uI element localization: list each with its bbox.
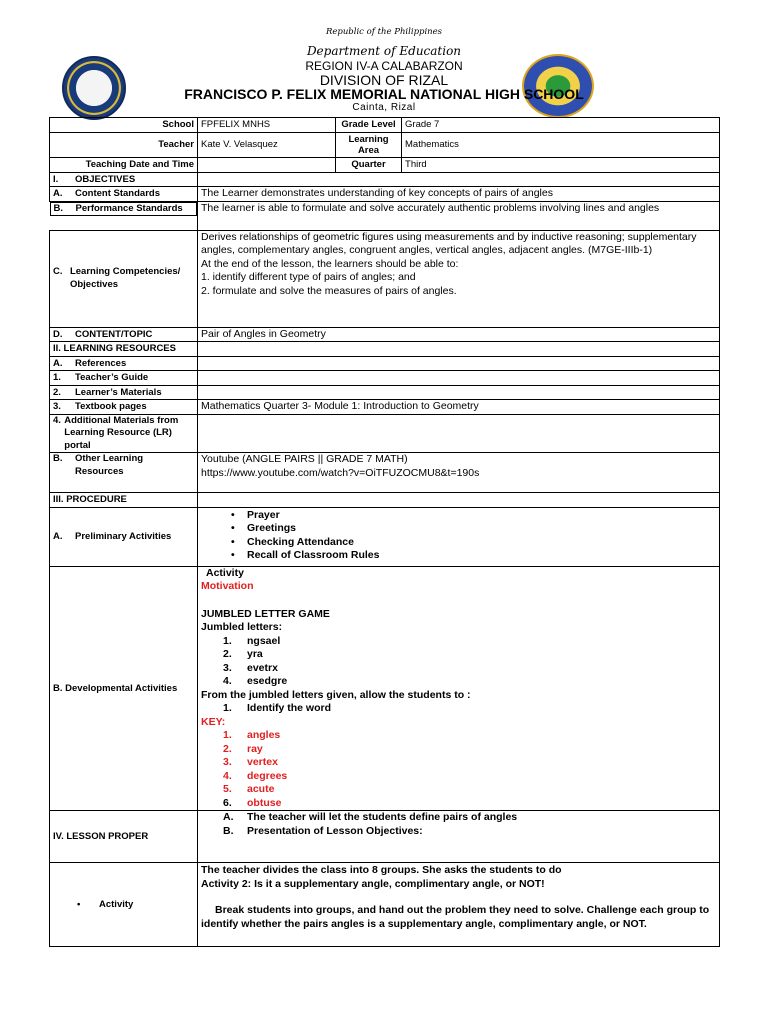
objectives-number: I. <box>53 173 59 185</box>
key-item: 5. acute <box>223 783 275 795</box>
jumbled-item: 4. esedgre <box>223 675 288 687</box>
header-region: REGION IV-A CALABARZON <box>305 59 463 73</box>
objectives-heading: OBJECTIVES <box>75 173 136 185</box>
learning-area-label: Learning Area <box>336 133 402 158</box>
references-row <box>50 356 720 371</box>
textbook-pages-value: Mathematics Quarter 3- Module 1: Introduction to Geometry <box>198 400 720 415</box>
content-standards-number: A. <box>53 188 63 199</box>
procedure-heading: III. PROCEDURE <box>50 493 198 508</box>
developmental-activities-row <box>50 566 720 811</box>
youtube-resource-link[interactable]: https://www.youtube.com/watch?v=OiTFUZOCMU8&t=190s <box>201 466 480 479</box>
key-item: 4. degrees <box>223 769 288 782</box>
jumbled-letters-list <box>201 635 716 689</box>
quarter-label: Quarter <box>336 158 402 173</box>
procedure-heading-row <box>50 493 720 508</box>
lesson-item: A. The teacher will let the students define pairs of angles <box>223 811 518 823</box>
info-row-date <box>50 158 720 173</box>
content-standards-label: Content Standards <box>75 188 160 199</box>
quarter-value: Third <box>402 158 720 173</box>
learners-materials-label: Learner’s Materials <box>75 386 162 398</box>
lesson-activity-line-2: Activity 2: Is it a supplementary angle, complimentary angle, or NOT! <box>201 877 545 890</box>
grade-level-label: Grade Level <box>336 118 402 133</box>
learning-resources-row <box>50 342 720 357</box>
preliminary-activities-list <box>201 509 716 563</box>
header-department: Department of Education <box>306 44 462 58</box>
competencies-row <box>50 230 720 327</box>
key-item: 6. obtuse <box>223 796 282 809</box>
performance-standards-value: The learner is able to formulate and solve accurately authentic problems involving lines and angles <box>198 201 720 230</box>
additional-materials-number: 4. <box>53 414 61 426</box>
objectives-heading-row <box>50 172 720 187</box>
content-topic-row <box>50 327 720 342</box>
jumbled-instruction: From the jumbled letters given, allow the students to : <box>201 688 471 701</box>
textbook-pages-row <box>50 400 720 415</box>
task-list <box>201 702 716 716</box>
preliminary-item: • Prayer <box>231 509 716 523</box>
lesson-proper-label: IV. LESSON PROPER <box>50 811 198 863</box>
info-row-school <box>50 118 720 133</box>
competency-objective-2: 2. formulate and solve the measures of pairs of angles. <box>201 284 457 297</box>
preliminary-item: • Checking Attendance <box>231 536 716 550</box>
key-item: 2. ray <box>223 742 263 755</box>
additional-materials-row <box>50 414 720 453</box>
content-topic-label: CONTENT/TOPIC <box>75 328 153 340</box>
jumbled-item: 3. evetrx <box>223 661 278 674</box>
lesson-plan-table <box>49 117 720 947</box>
header-republic: Republic of the Philippines <box>325 27 443 37</box>
preliminary-activities-number: A. <box>53 530 63 542</box>
preliminary-item: • Greetings <box>231 522 716 536</box>
content-standards-row <box>50 187 720 202</box>
key-item: 3. vertex <box>223 756 278 768</box>
info-row-teacher <box>50 133 720 158</box>
references-number: A. <box>53 357 63 369</box>
learning-area-value: Mathematics <box>402 133 720 158</box>
performance-standards-label: Performance Standards <box>75 202 183 214</box>
game-title: JUMBLED LETTER GAME <box>201 607 330 620</box>
jumbled-item: 2. yra <box>223 648 263 660</box>
header-division: DIVISION OF RIZAL <box>319 72 449 88</box>
preliminary-activities-row <box>50 507 720 566</box>
performance-standards-number: B. <box>53 202 63 214</box>
teacher-label: Teacher <box>50 133 198 158</box>
preliminary-activities-label: Preliminary Activities <box>75 530 172 542</box>
learners-materials-row <box>50 385 720 400</box>
teaching-date-value <box>198 158 336 173</box>
lesson-activity-line-3: Break students into groups, and hand out the problem they need to solve. Challenge each group to identify whether the pairs angles is a supplementary angle, complimentary angle, or NOT. <box>201 904 710 930</box>
performance-standards-row <box>50 201 720 230</box>
lesson-activity-row: • Activity The teacher divides the class into 8 groups. She asks the students to do Activity 2: Is it a supplementary angle, complimentary angle, or NOT! Break students into groups, and hand out the problem they need to solve. Challenge each group to identify whether the pairs angles is a supplementary angle, complimentary angle, or NOT. <box>50 863 720 947</box>
preliminary-item: • Recall of Classroom Rules <box>231 549 716 563</box>
learning-resources-heading: II. LEARNING RESOURCES <box>50 342 198 357</box>
grade-level-value: Grade 7 <box>402 118 720 133</box>
textbook-pages-number: 3. <box>53 401 61 412</box>
motivation-heading: Motivation <box>201 580 254 592</box>
school-value: FPFELIX MNHS <box>198 118 336 133</box>
competency-description: Derives relationships of geometric figures using measurements and by inductive reasoning; supplementary angles, complementary angles, congruent angles, vertical angles, adjacent angles. (M7GE-IIIb-1) <box>201 230 697 256</box>
teachers-guide-label: Teacher’s Guide <box>75 372 149 383</box>
other-resources-row <box>50 453 720 493</box>
school-label: School <box>50 118 198 133</box>
youtube-resource-title: Youtube (ANGLE PAIRS || GRADE 7 MATH) <box>201 453 408 465</box>
content-topic-value: Pair of Angles in Geometry <box>198 327 720 342</box>
references-label: References <box>75 357 127 369</box>
lesson-activity-line-1: The teacher divides the class into 8 groups. She asks the students to do <box>201 864 562 876</box>
task-item: 1. Identify the word <box>223 702 331 714</box>
teaching-date-label: Teaching Date and Time <box>50 158 198 173</box>
lesson-item: B. Presentation of Lesson Objectives: <box>223 824 423 837</box>
content-topic-number: D. <box>53 328 63 340</box>
teacher-value: Kate V. Velasquez <box>198 133 336 158</box>
content-standards-value: The Learner demonstrates understanding of key concepts of pairs of angles <box>198 187 720 202</box>
other-resources-label: Other Learning Resources <box>74 453 144 477</box>
key-label: KEY: <box>201 715 226 728</box>
header-school-name: FRANCISCO P. FELIX MEMORIAL NATIONAL HIGH SCHOOL <box>184 86 584 102</box>
developmental-activities-label: B. Developmental Activities <box>50 566 198 811</box>
lesson-activity-label: Activity <box>99 898 134 910</box>
answer-key-list <box>201 729 716 810</box>
competencies-label: Learning Competencies/ Objectives <box>69 266 181 290</box>
teachers-guide-number: 1. <box>53 372 61 383</box>
textbook-pages-label: Textbook pages <box>75 401 147 412</box>
jumbled-letters-label: Jumbled letters: <box>201 621 283 633</box>
lesson-proper-row <box>50 811 720 863</box>
competencies-number: C. <box>53 266 63 277</box>
competency-intro: At the end of the lesson, the learners should be able to: <box>201 257 459 270</box>
header-town: Cainta, Rizal <box>352 102 416 113</box>
learners-materials-number: 2. <box>53 386 61 398</box>
teachers-guide-row <box>50 371 720 386</box>
competency-objective-1: 1. identify different type of pairs of angles; and <box>201 271 416 283</box>
additional-materials-label: Additional Materials from Learning Resource (LR) portal <box>64 414 179 451</box>
jumbled-item: 1. ngsael <box>223 634 281 647</box>
other-resources-number: B. <box>53 453 63 464</box>
competencies-value <box>198 230 720 327</box>
lesson-proper-list <box>201 811 716 838</box>
key-item: 1. angles <box>223 729 281 741</box>
activity-heading: Activity <box>206 566 244 579</box>
